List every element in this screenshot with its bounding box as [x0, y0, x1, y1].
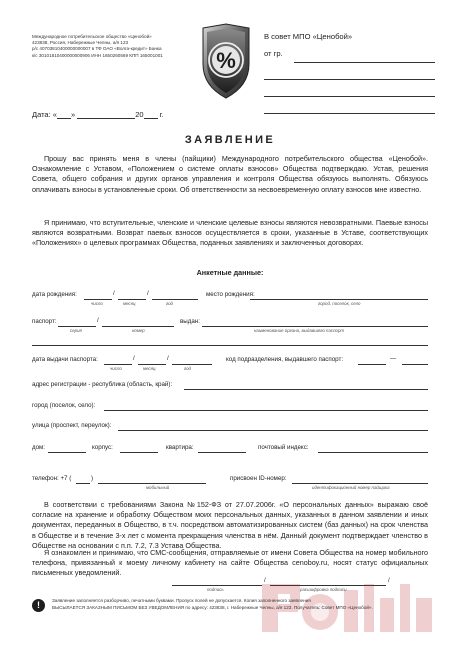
notice-line-2: ВЫСЫЛАЕТСЯ ЗАКАЗНЫМ ПИСЬМОМ БЕЗ УВЕДОМЛЕНИЯ по адресу: 423838, г. Набережные Челны, а/я 123. Получатель: Совет МПО «Ценобой».: [52, 604, 373, 610]
id-number-label: присвоен ID-номер:: [230, 475, 287, 482]
addressee-to: В совет МПО «Ценобой»: [264, 32, 353, 41]
notice-box: [32, 597, 432, 619]
notice-text: [52, 598, 432, 611]
passport-month-field[interactable]: [138, 364, 166, 365]
caption-number: номер: [132, 328, 145, 333]
house-field[interactable]: [48, 452, 86, 453]
apartment-field[interactable]: [198, 452, 246, 453]
caption-month: месяц: [143, 366, 156, 371]
addressee-name-line[interactable]: [294, 62, 435, 63]
passport-day-field[interactable]: [104, 364, 132, 365]
addressee-line-2[interactable]: [264, 66, 439, 83]
date-year-suffix: г.: [159, 110, 164, 119]
birth-place-field[interactable]: [250, 299, 428, 300]
birth-month-field[interactable]: [118, 299, 146, 300]
caption-year: год: [184, 366, 191, 371]
registration-region-field[interactable]: [184, 389, 428, 390]
consent-paragraph-1: В соответствии с требованиями Закона №152-ФЗ от 27.07.2006г. «О персональных данных» выражаю своё согласие на хранение и обработку Обществом моих персональных данных, указанных в данном заявлении и иных документах, переданных в Общество, в т.ч. посредством автоматизированных систем (баз данных) на срок членства в Обществе и в течение 3-х лет с момента прекращения членства в нём. Данный документ подтверждает членство в Обществе на основании с п.п. 7.2, 7.3 Устава Общества.: [32, 500, 428, 550]
date-day-field[interactable]: [57, 110, 71, 119]
caption-id: идентификационный номер пайщика: [312, 485, 390, 490]
passport-issuer-field[interactable]: [202, 326, 428, 327]
date-quote-open: «: [52, 110, 57, 119]
passport-number-field[interactable]: [102, 326, 174, 327]
phone-label: телефон: +7 (: [32, 475, 72, 482]
phone-number-field[interactable]: [98, 483, 206, 484]
document-title: ЗАЯВЛЕНИЕ: [184, 134, 276, 146]
caption-series: серия: [70, 328, 82, 333]
passport-issuer-continued[interactable]: [32, 345, 428, 346]
division-code-part1[interactable]: [358, 364, 386, 365]
blank-line[interactable]: [264, 113, 435, 114]
street-label: улица (проспект, переулок):: [32, 422, 112, 429]
passport-year-field[interactable]: [172, 364, 212, 365]
org-requisites: к/с 30101810400000000906 ИНН 1650260569 КПП 165001001: [32, 52, 163, 58]
caption-signature: подпись: [207, 587, 224, 592]
division-code-dash: —: [390, 355, 397, 362]
form-title: Анкетные данные:: [196, 268, 264, 277]
slash-separator: /: [147, 290, 149, 297]
passport-date-label: дата выдачи паспорта:: [32, 356, 98, 363]
city-field[interactable]: [104, 410, 428, 411]
addressee-to-row: [264, 32, 439, 49]
caption-day: число: [91, 301, 103, 306]
personal-data-consent: [32, 500, 428, 551]
phone-code-field[interactable]: [76, 483, 90, 484]
division-code-part2[interactable]: [402, 364, 428, 365]
slash-separator: /: [264, 577, 266, 584]
block-field[interactable]: [120, 452, 158, 453]
date-label: Дата:: [32, 110, 51, 119]
house-label: дом:: [32, 444, 46, 451]
birth-day-field[interactable]: [84, 299, 112, 300]
slash-separator: /: [388, 577, 390, 584]
logo: [197, 22, 255, 102]
birth-date-label: дата рождения:: [32, 291, 77, 298]
paragraph-1: Прошу вас принять меня в члены (пайщики) Международного потребительского общества «Ценобой». Ознакомление с Уставом, «Положением о системе оплаты взносов» Общества подтверждаю. Устав, решения Совета, общего собрания и других органов управления и контроля Общества обязуюсь выполнять. Обязуюсь оплачивать взносы в установленные сроки. Об ответственности за несвоевременную оплату взносов мне известно.: [32, 154, 428, 194]
paragraph-2: Я принимаю, что вступительные, членские и членские целевые взносы являются невозвратными. Паевые взносы являются возвратными. Возврат паевых взносов осуществляется в сроки, указанные в Уставе, соответствующих «Положениях» о целевых программах Общества, поданных заявлениях и заключенных договорах.: [32, 218, 428, 248]
date-year-prefix: 20: [135, 110, 144, 119]
blank-line[interactable]: [264, 96, 435, 97]
caption-month: месяц: [123, 301, 136, 306]
date-line: [32, 110, 164, 119]
city-label: город (поселок, село):: [32, 402, 96, 409]
street-field[interactable]: [118, 430, 428, 431]
signature-field[interactable]: [172, 585, 262, 586]
division-code-label: код подразделения, выдавшего паспорт:: [226, 356, 344, 363]
caption-issuer: наименование органа, выдавшего паспорт: [254, 328, 345, 333]
phone-paren-close: ): [91, 475, 94, 482]
addressee-from-row: [264, 49, 439, 66]
membership-paragraph: [32, 154, 428, 195]
passport-series-field[interactable]: [58, 326, 96, 327]
caption-mobile: мобильный: [146, 485, 170, 490]
id-number-field[interactable]: [292, 483, 428, 484]
logo-glyph: %: [216, 48, 236, 73]
slash-separator: /: [97, 317, 99, 324]
birth-place-label: место рождения:: [206, 291, 255, 298]
fees-paragraph: [32, 218, 428, 249]
date-year-field[interactable]: [144, 110, 158, 119]
org-name: Международное потребительское общество «Ценобой»: [32, 34, 152, 39]
logo-badge: [197, 22, 255, 102]
postcode-label: почтовый индекс:: [258, 444, 309, 451]
addressee-from-label: от гр.: [264, 49, 283, 58]
caption-day: число: [110, 366, 122, 371]
org-address: 423838, Россия, Набережные Челны, а/я 123: [32, 40, 129, 46]
slash-separator: /: [167, 355, 169, 362]
addressee-line-3[interactable]: [264, 83, 439, 100]
org-header: [32, 34, 212, 59]
registration-label: адрес регистрации - республика (область, край):: [32, 381, 173, 388]
caption-city: город, поселок, село: [318, 301, 361, 306]
date-month-field[interactable]: [77, 110, 135, 119]
date-quote-close: »: [70, 110, 76, 119]
postcode-field[interactable]: [318, 452, 428, 453]
caption-year: год: [166, 301, 173, 306]
block-label: корпус:: [92, 444, 113, 451]
issued-label: выдан:: [180, 318, 200, 325]
blank-line[interactable]: [264, 79, 435, 80]
consent-paragraph-2: Я ознакомлен и принимаю, что СМС-сообщения, отправляемые от имени Совета Общества на номер мобильного телефона, привязанный к моему личному кабинету на сайте Общества cenoboy.ru, носят статус официальных письменных уведомлений.: [32, 548, 428, 578]
apartment-label: квартира:: [166, 444, 194, 451]
notice-line-1: Заявление заполняется разборчиво, печатными буквами. Пропуск полей не допускается. Копия заполненного заявления: [52, 598, 311, 603]
caption-signature-name: расшифровка подписи: [300, 587, 347, 592]
passport-label: паспорт:: [32, 318, 57, 325]
addressee-block: [264, 32, 439, 117]
addressee-line-4[interactable]: [264, 100, 439, 117]
org-bank: р/с 40703810400000000007 в ТФ ОАО «Волга-кредит» Банка: [32, 46, 162, 52]
birth-year-field[interactable]: [152, 299, 198, 300]
exclamation-icon: !: [32, 599, 45, 612]
slash-separator: /: [133, 355, 135, 362]
slash-separator: /: [113, 290, 115, 297]
